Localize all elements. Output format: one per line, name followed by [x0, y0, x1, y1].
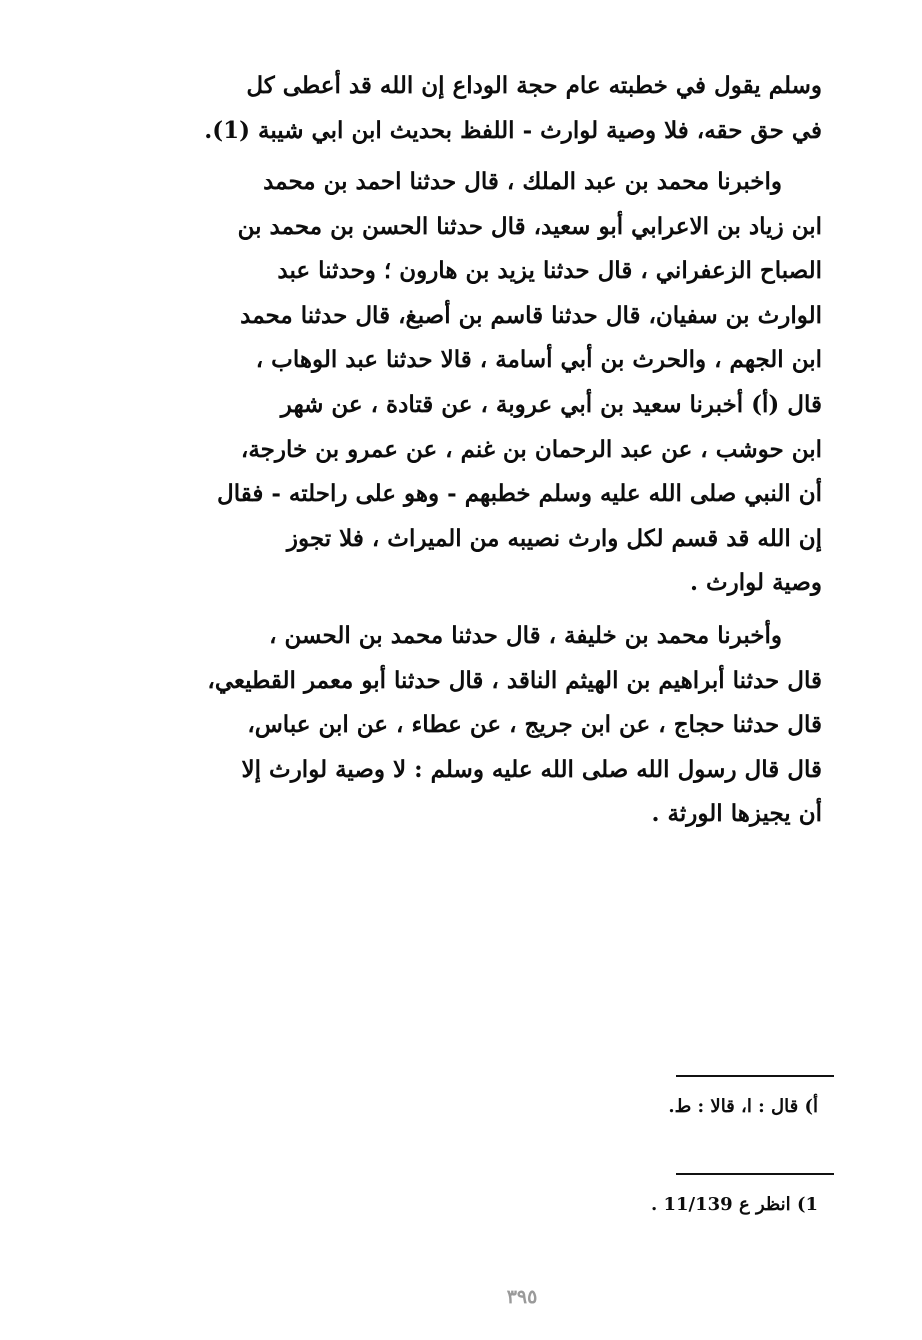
footnote-divider: [676, 1075, 834, 1077]
paragraph-3: [172, 614, 822, 837]
footnote-divider: [676, 1173, 834, 1175]
text-line: ابن حوشب ، عن عبد الرحمان بن غنم ، عن عمرو بن خارجة،: [240, 435, 822, 463]
text-line: واخبرنا محمد بن عبد الملك ، قال حدثنا احمد بن محمد: [263, 168, 782, 195]
paragraph-2: [172, 160, 822, 606]
text-line: أن النبي صلى الله عليه وسلم خطبهم - وهو على راحلته - فقال: [217, 480, 822, 508]
text-line: وصية لوارث .: [690, 569, 822, 597]
paragraph-1: [172, 64, 822, 153]
text-line: إن الله قد قسم لكل وارث نصيبه من الميراث ، فلا تجوز: [286, 524, 822, 552]
text-line: أن يجيزها الورثة .: [651, 800, 822, 828]
text-line: وأخبرنا محمد بن خليفة ، قال حدثنا محمد بن الحسن ،: [269, 622, 782, 649]
footnote-reference: 1) انظر ع 11/139 .: [650, 1194, 818, 1215]
text-line: قال قال رسول الله صلى الله عليه وسلم : لا وصية لوارث إلا: [241, 755, 822, 783]
footnote-variant: أ) قال : ا، قالا : ط.: [668, 1096, 818, 1117]
text-line: ابن الجهم ، والحرث بن أبي أسامة ، قالا حدثنا عبد الوهاب ،: [255, 346, 822, 374]
text-line: قال (أ) أخبرنا سعيد بن أبي عروبة ، عن قتادة ، عن شهر: [280, 390, 822, 418]
text-line: ابن زياد بن الاعرابي أبو سعيد، قال حدثنا الحسن بن محمد بن: [237, 212, 822, 240]
page-number: ٣٩٥: [506, 1286, 538, 1308]
text-line: قال حدثنا حجاج ، عن ابن جريج ، عن عطاء ، عن ابن عباس،: [247, 711, 822, 739]
text-line: الصباح الزعفراني ، قال حدثنا يزيد بن هارون ؛ وحدثنا عبد: [277, 257, 822, 285]
text-line: قال حدثنا أبراهيم بن الهيثم الناقد ، قال حدثنا أبو معمر القطيعي،: [207, 666, 822, 694]
text-line: في حق حقه، فلا وصية لوارث - اللفظ بحديث ابن ابي شيبة (1).: [204, 116, 822, 144]
text-line: الوارث بن سفيان، قال حدثنا قاسم بن أصبغ، قال حدثنا محمد: [240, 301, 822, 329]
text-line: وسلم يقول في خطبته عام حجة الوداع إن الله قد أعطى كل: [246, 72, 822, 99]
